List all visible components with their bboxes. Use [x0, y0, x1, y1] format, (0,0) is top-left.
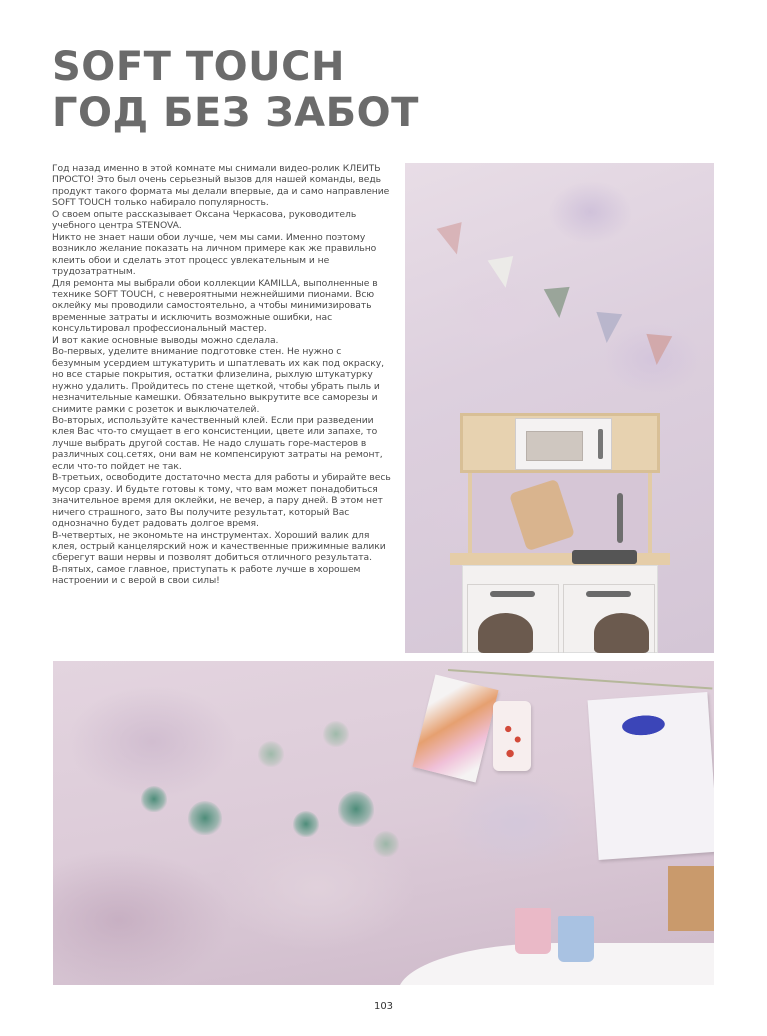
paragraph: Для ремонта мы выбрали обои коллекции KAMILLA, выполненные в технике SOFT TOUCH, с невероятными нежнейшими пионами. Всю оклейку мы проводили самостоятельно, а чтобы минимизировать временные затраты и исключить возможные ошибки, нас консультировал профессиональный мастер.	[52, 277, 378, 335]
cutting-board	[509, 479, 575, 552]
bunting-flag	[437, 222, 470, 258]
sink	[572, 550, 637, 564]
article-body	[52, 163, 392, 587]
clothesline	[448, 669, 712, 689]
paragraph: В-третьих, освободите достаточно места для работы и убирайте весь мусор сразу. И будьте готовы к тому, что вам может понадобиться значительное время для оклейки, не вечер, а пару дней. В этом нет ничего страшного, зато Вы получите результат, который Вас однозначно будет радовать долгое время.	[52, 472, 391, 530]
toy-microwave	[515, 418, 612, 470]
handprint	[373, 831, 399, 857]
kitchen-counter	[450, 553, 670, 565]
pink-cup	[515, 908, 551, 954]
handprint	[293, 811, 319, 837]
blue-cup	[558, 916, 594, 962]
handprint	[338, 791, 374, 827]
wall-photo	[53, 661, 714, 985]
bunting-flag	[644, 334, 673, 366]
handprint	[258, 741, 284, 767]
paragraph: Во-первых, уделите внимание подготовке стен. Не нужно с безумным усердием штукатурить и шпатлевать их как под окраску, но все старые покрытия, остатки флизелина, рыхлую штукатурку нужно удалить. Пройдитесь по стене щеткой, чтобы убрать пыль и незначительные камешки. Обязательно выкрутите все саморезы и снимите рамки с розеток и выключателей.	[52, 346, 385, 415]
faucet	[617, 493, 623, 543]
paragraph: В-четвертых, не экономьте на инструментах. Хороший валик для клея, острый канцелярский нож и качественные прижимные валики сберегут ваши нервы и позволят добиться отличного результата.	[52, 529, 386, 564]
hand-drawing	[412, 675, 498, 783]
handprint	[141, 786, 167, 812]
paragraph: Во-вторых, используйте качественный клей. Если при разведении клея Вас что-то смущает в его консистенции, цвете или запахе, то лучше выбрать другой состав. Не надо слушать горе-мастеров в различных соц.сетях, они вам не компенсируют затраты на ремонт, если что-то пойдет не так.	[52, 414, 383, 472]
hedgehog-decal	[478, 613, 533, 653]
kitchen-backsplash	[468, 473, 652, 553]
toy-kitchen	[450, 413, 670, 653]
white-table	[398, 943, 714, 985]
title-line-2: ГОД БЕЗ ЗАБОТ	[52, 90, 419, 136]
paragraph: О своем опыте рассказывает Оксана Черкасова, руководитель учебного центра STENOVA.	[52, 208, 357, 232]
cardboard-box	[668, 866, 714, 931]
paragraph: Никто не знает наши обои лучше, чем мы сами. Именно поэтому возникло желание показать на личном примере как же правильно клеить обои и сделать этот процесс увлекательным и не трудозатратным.	[52, 231, 377, 278]
cloud-drawing	[588, 692, 714, 860]
bunting-flag	[594, 312, 623, 344]
bunting-flag	[544, 287, 573, 319]
page-title	[52, 44, 419, 136]
kitchen-cabinet	[462, 565, 658, 653]
paragraph: В-пятых, самое главное, приступать к работе лучше в хорошем настроении и с верой в свои силы!	[52, 563, 361, 587]
title-line-1: SOFT TOUCH	[52, 44, 345, 90]
handprint	[323, 721, 349, 747]
paragraph: Год назад именно в этой комнате мы снимали видео-ролик КЛЕИТЬ ПРОСТО! Это был очень серьезный вызов для нашей команды, ведь продукт такого формата мы делали впервые, да и само направление SOFT TOUCH только набирало популярность.	[52, 163, 390, 209]
handprint	[188, 801, 222, 835]
paragraph: И вот какие основные выводы можно сделала.	[52, 334, 279, 346]
page-number: 103	[373, 1001, 394, 1012]
dotted-drawing	[493, 701, 531, 771]
hedgehog-decal	[594, 613, 649, 653]
kitchen-photo	[405, 163, 714, 653]
bunting-flag	[488, 256, 519, 290]
